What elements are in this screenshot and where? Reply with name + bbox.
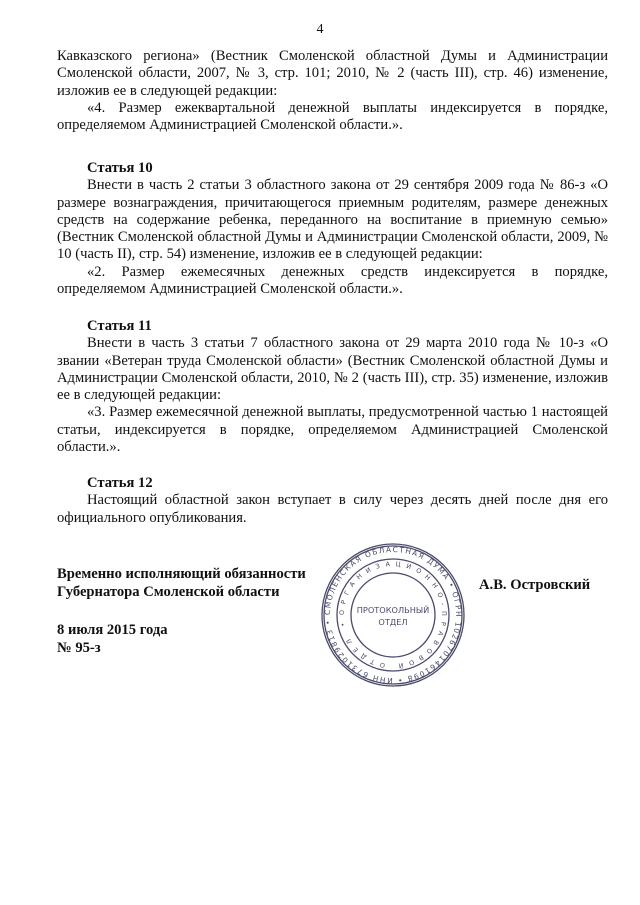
intro-quote: «4. Размер ежеквартальной денежной выплаты индексируется в порядке, определяемом Администрацией Смоленской области.». [57,99,608,134]
signer-name: А.В. Островский [479,577,591,593]
article-12 [57,475,608,527]
stamp-center-line: ПРОТОКОЛЬНЫЙ [356,605,430,615]
signer-title [57,566,306,601]
signer-title-line: Губернатора Смоленской области [57,583,280,600]
stamp-outer-text: СМОЛЕНСКАЯ ОБЛАСТНАЯ ДУМА • ОГРН 1026701461098 • ИНН 6731029813 • [322,544,464,686]
article-10 [57,160,608,298]
article-title: Статья 10 [87,160,153,176]
article-11 [57,318,608,456]
stamp-middle-ring [337,559,449,671]
page-number: 4 [316,22,324,37]
article-quote: «3. Размер ежемесячной денежной выплаты, предусмотренной частью 1 настоящей статьи, индексируется в порядке, определяемом Администрацией Смоленской области.». [57,404,608,456]
stamp-inner-ring [351,573,435,657]
article-title: Статья 12 [87,475,153,491]
article-body: Внести в часть 2 статьи 3 областного закона от 29 сентября 2009 года № 86-з «О размере вознаграждения, причитающегося приемным родителям, размере денежных средств на содержание ребенка, переданного на воспитание в приемную семью» (Вестник Смоленской областной Думы и Администрации Смоленской области, 2009, № 10 (часть II), стр. 54) изменение, изложив ее в следующей редакции: [57,177,608,263]
official-stamp [319,541,467,689]
document-date: 8 июля 2015 года [57,622,168,638]
document-date-block [57,622,168,657]
article-body: Внести в часть 3 статьи 7 областного закона от 29 марта 2010 года № 10-з «О звании «Ветеран труда Смоленской области» (Вестник Смоленской областной Думы и Администрации Смоленской области, 2010, № 2 (часть III), стр. 35) изменение, изложив ее в следующей редакции: [57,335,608,404]
article-body: Настоящий областной закон вступает в силу через десять дней после дня его официального опубликования. [57,492,608,526]
signer-title-line: Временно исполняющий обязанности [57,566,306,582]
stamp-inner-text: ОРГАНИЗАЦИОННО-ПРАВОВОЙ ОТДЕЛ • [337,560,449,671]
article-quote: «2. Размер ежемесячных денежных средств индексируется в порядке, определяемом Администрацией Смоленской области.». [57,263,608,298]
intro-paragraph: Кавказского региона» (Вестник Смоленской областной Думы и Администрации Смоленской области, 2007, № 3, стр. 101; 2010, № 2 (часть III), стр. 46) изменение, изложив ее в следующей редакции: [57,48,608,99]
stamp-center-line: ОТДЕЛ [378,617,408,627]
intro-block [57,48,608,134]
article-title: Статья 11 [87,318,152,334]
document-number: № 95-з [57,639,101,656]
